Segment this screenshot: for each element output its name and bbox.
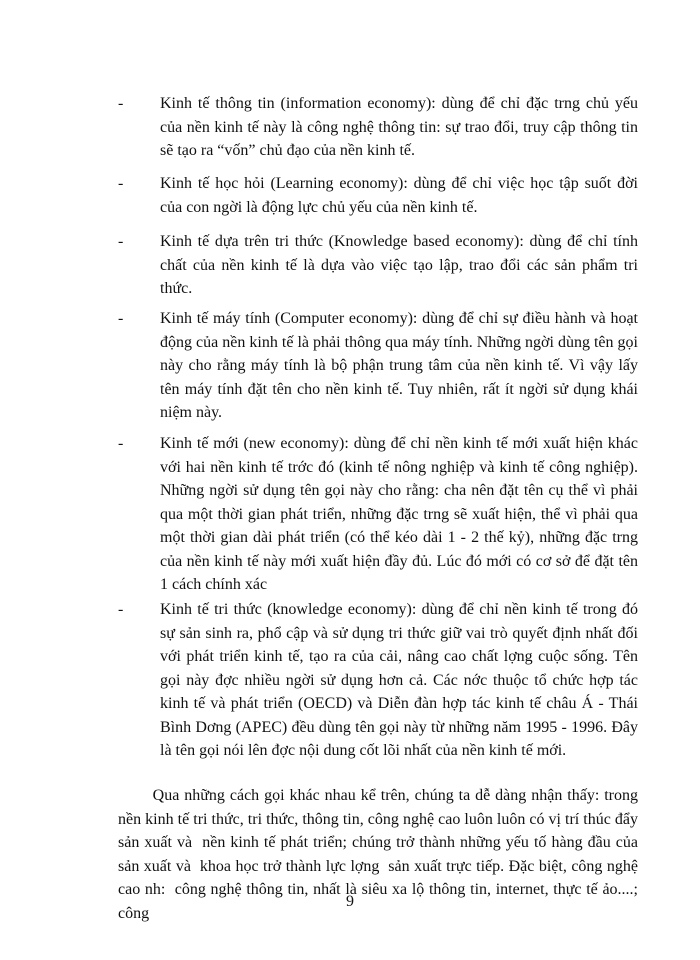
body-paragraph: Qua những cách gọi khác nhau kể trên, chúng ta dễ dàng nhận thấy: trong nền kinh tế tri thức, tri thức, thông tin, công nghệ cao luôn luôn có vị trí thúc đẩy sản xuất và nền kinh tế phát triển; chúng trở thành những yếu tố hàng đầu của sản xuất và khoa học trở thành lực lợng sản xuất trực tiếp. Đặc biệt, công nghệ cao nh: công nghệ thông tin, nhất là siêu xa lộ thông tin, internet, thực tế ảo....; công — [118, 787, 643, 922]
list-dash: - — [118, 175, 124, 192]
list-item-knowledge-based-economy — [118, 230, 638, 301]
list-dash: - — [118, 310, 124, 327]
page-number: 9 — [346, 893, 354, 910]
list-item-information-economy — [118, 92, 638, 163]
list-item-text: Kinh tế máy tính (Computer economy): dùng để chỉ sự điều hành và hoạt động của nền kinh tế là phải thông qua máy tính. Những ngời dùng tên gọi này cho rằng máy tính là bộ phận trung tâm của nền kinh tế. Vì vậy lấy tên máy tính đặt tên cho nền kinh tế. Tuy nhiên, rất ít ngời sử dụng khái niệm này. — [160, 310, 638, 421]
list-dash: - — [118, 435, 124, 452]
list-item-text: Kinh tế mới (new economy): dùng để chỉ nền kinh tế mới xuất hiện khác với hai nền kinh tế trớc đó (kinh tế nông nghiệp và kinh tế công nghiệp). Những ngời sử dụng tên gọi này cho rằng: cha nên đặt tên cụ thể vì phải qua một thời gian phát triển, những đặc trng sẽ xuất hiện, thể vì phải qua một thời gian dài phát triển (có thể kéo dài 1 - 2 thế kỷ), những đặc trng của nền kinh tế này mới xuất hiện đầy đủ. Lúc đó mới có cơ sở để đặt tên 1 cách chính xác — [160, 435, 638, 593]
list-item-learning-economy — [118, 172, 638, 219]
list-dash: - — [118, 233, 124, 250]
list-item-text: Kinh tế dựa trên tri thức (Knowledge based economy): dùng để chỉ tính chất của nền kinh tế là dựa vào việc tạo lập, trao đổi các sản phẩm tri thức. — [160, 233, 638, 297]
list-item-text: Kinh tế học hỏi (Learning economy): dùng để chỉ việc học tập suốt đời của con ngời là động lực chủ yếu của nền kinh tế. — [160, 175, 638, 216]
list-item-computer-economy — [118, 307, 638, 425]
list-item-text: Kinh tế thông tin (information economy): dùng để chỉ đặc trng chủ yếu của nền kinh tế này là công nghệ thông tin: sự trao đổi, truy cập thông tin sẽ tạo ra “vốn” chủ đạo của nền kinh tế. — [160, 95, 638, 159]
list-dash: - — [118, 95, 124, 112]
list-item-new-economy — [118, 432, 638, 597]
list-dash: - — [118, 601, 124, 618]
list-item-text: Kinh tế tri thức (knowledge economy): dùng để chỉ nền kinh tế trong đó sự sản sinh ra, phổ cập và sử dụng tri thức giữ vai trò quyết định nhất đối với phát triển kinh tế, tạo ra của cải, nâng cao chất lợng cuộc sống. Tên gọi này đợc nhiều ngời sử dụng hơn cả. Các nớc thuộc tổ chức hợp tác kinh tế và phát triển (OECD) và Diễn đàn hợp tác kinh tế châu Á - Thái Bình Dơng (APEC) đều dùng tên gọi này từ những năm 1995 - 1996. Đây là tên gọi nói lên đợc nội dung cốt lõi nhất của nền kinh tế mới. — [160, 601, 638, 759]
list-item-knowledge-economy — [118, 598, 638, 763]
